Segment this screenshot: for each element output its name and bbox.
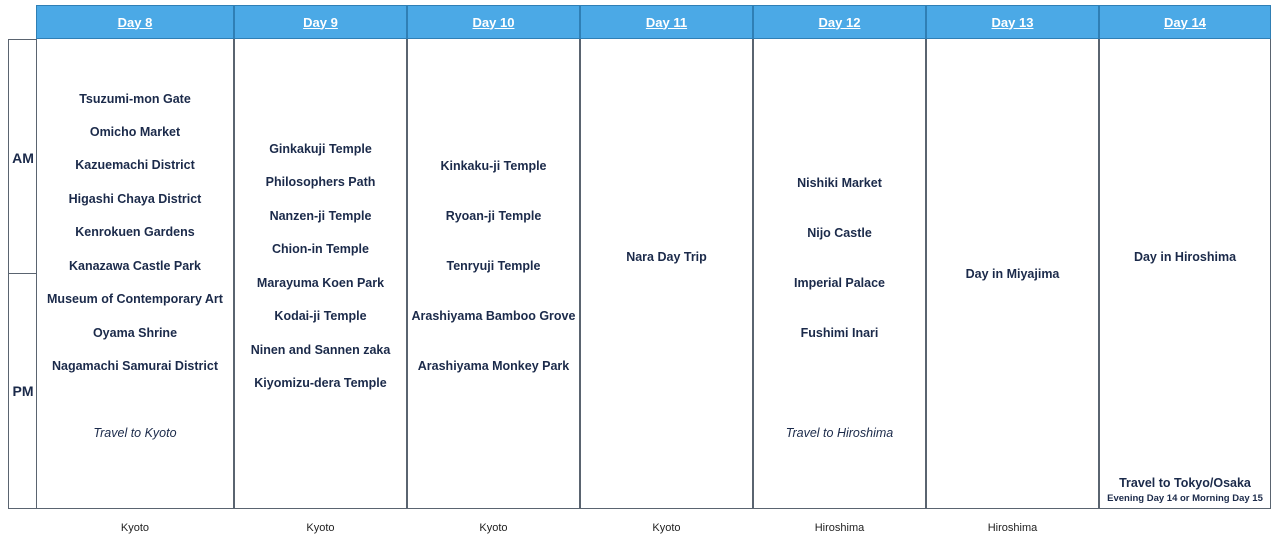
day-column: [407, 39, 580, 509]
activity-item: Arashiyama Monkey Park: [417, 359, 570, 373]
am-label: AM: [12, 150, 34, 166]
activity-item: Travel to Tokyo/Osaka: [1119, 476, 1251, 490]
day-header-label[interactable]: Day 11: [645, 14, 688, 30]
day-location: Hiroshima: [814, 522, 865, 534]
activity-item: Nishiki Market: [797, 176, 882, 190]
day-location: Kyoto: [479, 522, 508, 534]
day-column: [1099, 39, 1271, 509]
day-column: [36, 39, 234, 509]
day-header[interactable]: [36, 5, 234, 39]
activity-item: Oyama Shrine: [92, 326, 178, 340]
activity-item: Chion-in Temple: [272, 242, 369, 256]
activity-item: Imperial Palace: [793, 276, 886, 290]
activity-item: Kiyomizu-dera Temple: [254, 376, 387, 390]
day-header-label[interactable]: Day 13: [991, 14, 1034, 30]
day-header[interactable]: [234, 5, 407, 39]
day-location: Kyoto: [652, 522, 681, 534]
activity-item: Ninen and Sannen zaka: [250, 343, 391, 357]
day-column: [580, 39, 753, 509]
am-pm-divider: [9, 273, 36, 274]
day-header[interactable]: [926, 5, 1099, 39]
day-column: [753, 39, 926, 509]
activity-item: Kodai-ji Temple: [274, 309, 367, 323]
activity-item: Travel to Kyoto: [93, 426, 177, 440]
activity-item: Nara Day Trip: [626, 250, 707, 264]
day-header-label[interactable]: Day 8: [117, 14, 153, 30]
activity-item: Arashiyama Bamboo Grove: [411, 309, 576, 323]
activity-item: Nagamachi Samurai District: [51, 359, 219, 373]
activity-item: Travel to Hiroshima: [785, 426, 894, 440]
activity-item: Omicho Market: [89, 125, 181, 139]
activity-item: Nanzen-ji Temple: [269, 209, 372, 223]
day-header[interactable]: [1099, 5, 1271, 39]
day-column: [234, 39, 407, 509]
day-location: Kyoto: [306, 522, 335, 534]
day-header-label[interactable]: Day 10: [472, 14, 515, 30]
activity-item: Higashi Chaya District: [68, 192, 202, 206]
pm-label: PM: [12, 383, 34, 399]
activity-item: Evening Day 14 or Morning Day 15: [1107, 493, 1263, 504]
activity-item: Day in Hiroshima: [1133, 250, 1237, 264]
day-header-label[interactable]: Day 14: [1164, 14, 1206, 30]
activity-item: Ryoan-ji Temple: [445, 209, 542, 223]
activity-item: Fushimi Inari: [800, 326, 879, 340]
day-location: Kyoto: [120, 522, 150, 534]
day-header[interactable]: [753, 5, 926, 39]
day-header[interactable]: [580, 5, 753, 39]
day-column: [926, 39, 1099, 509]
day-header-label[interactable]: Day 12: [818, 14, 861, 30]
day-location: Hiroshima: [987, 522, 1038, 534]
activity-item: Marayuma Koen Park: [256, 276, 385, 290]
activity-item: Kanazawa Castle Park: [68, 259, 201, 273]
activity-item: Kinkaku-ji Temple: [440, 159, 547, 173]
activity-item: Ginkakuji Temple: [269, 142, 372, 156]
day-header-label[interactable]: Day 9: [303, 14, 338, 30]
activity-item: Nijo Castle: [807, 226, 872, 240]
activity-item: Tenryuji Temple: [446, 259, 541, 273]
activity-item: Kazuemachi District: [75, 158, 195, 172]
activity-item: Tsuzumi-mon Gate: [79, 92, 191, 106]
activity-item: Philosophers Path: [265, 175, 376, 189]
activity-item: Museum of Contemporary Art: [47, 292, 223, 306]
day-header[interactable]: [407, 5, 580, 39]
activity-item: Kenrokuen Gardens: [75, 225, 195, 239]
activity-item: Day in Miyajima: [965, 267, 1060, 281]
time-of-day-column: [8, 39, 36, 509]
